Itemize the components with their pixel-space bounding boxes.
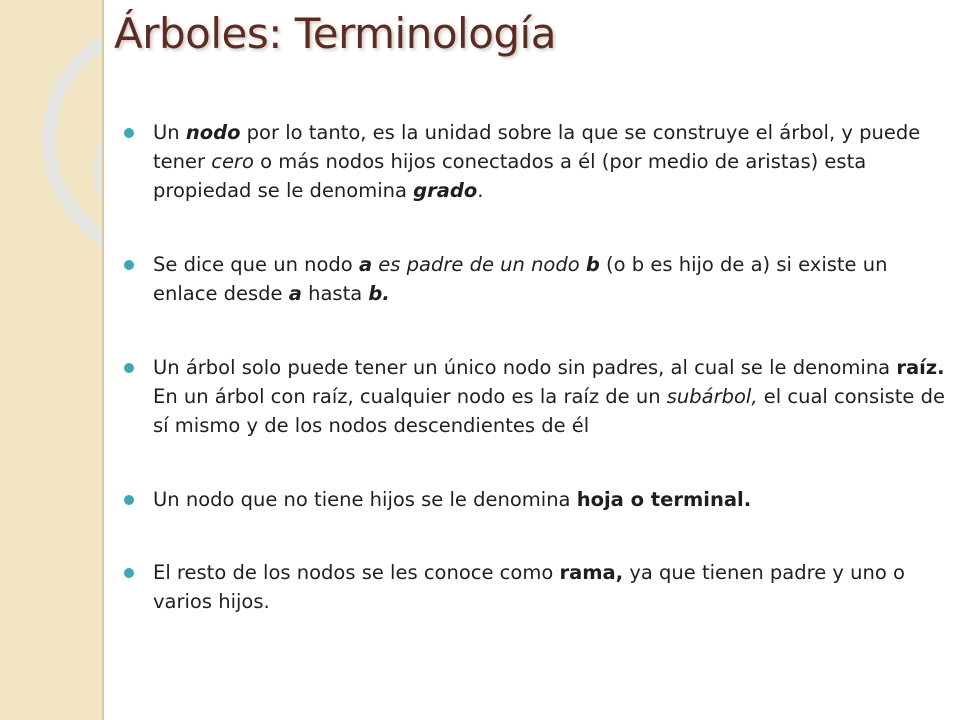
bullet-emphasis: es padre de un nodo bbox=[372, 253, 586, 276]
bullet-text: Se dice que un nodo bbox=[153, 253, 359, 276]
bullet-emphasis: nodo bbox=[185, 121, 241, 144]
bullet-text: hasta bbox=[301, 282, 369, 305]
bullet-item-5 bbox=[124, 558, 952, 616]
slide-title: Árboles: Terminología bbox=[114, 9, 556, 58]
outer-arc bbox=[49, 20, 104, 252]
bullet-text: Un nodo que no tiene hijos se le denomina bbox=[153, 488, 577, 511]
inner-arc bbox=[100, 114, 104, 226]
bullet-emphasis: b bbox=[585, 253, 600, 276]
bullet-text: el cual consiste de sí mismo y de los nodos descendientes de él bbox=[153, 385, 945, 437]
bullet-emphasis: b. bbox=[368, 282, 390, 305]
bullet-emphasis: raíz. bbox=[896, 356, 945, 379]
bullet-text: ya que tienen padre y uno o varios hijos. bbox=[153, 561, 905, 613]
bullet-emphasis: rama, bbox=[559, 561, 624, 584]
bullet-item-3 bbox=[124, 353, 952, 440]
bullet-text: por lo tanto, es la unidad sobre la que se construye el árbol, y puede tener bbox=[153, 121, 921, 173]
bullet-dot bbox=[124, 495, 134, 505]
bullet-text: Un bbox=[153, 121, 186, 144]
bullet-text: o más nodos hijos conectados a él (por medio de aristas) esta propiedad se le denomina bbox=[153, 150, 867, 202]
bullet-emphasis: grado bbox=[413, 179, 478, 202]
bullet-emphasis: hoja o terminal. bbox=[576, 488, 752, 511]
bullet-text: (o b es hijo de a) si existe un enlace desde bbox=[153, 253, 888, 305]
decorative-arcs bbox=[0, 0, 104, 260]
bullet-item-2 bbox=[124, 250, 952, 308]
bullet-emphasis: subárbol, bbox=[666, 385, 758, 408]
bullet-text: . bbox=[477, 179, 484, 202]
bullet-text: El resto de los nodos se les conoce como bbox=[153, 561, 560, 584]
bullet-dot bbox=[124, 363, 134, 373]
bullet-emphasis: a bbox=[288, 282, 302, 305]
bullet-list bbox=[124, 118, 952, 661]
bullet-dot bbox=[124, 568, 134, 578]
bullet-dot bbox=[124, 128, 134, 138]
bullet-text: Un árbol solo puede tener un único nodo sin padres, al cual se le denomina bbox=[153, 356, 897, 379]
bullet-emphasis: a bbox=[358, 253, 373, 276]
bullet-dot bbox=[124, 260, 134, 270]
bullet-emphasis: cero bbox=[211, 150, 254, 173]
bullet-item-1 bbox=[124, 118, 952, 205]
left-decorative-band bbox=[0, 0, 104, 720]
bullet-item-4 bbox=[124, 485, 952, 514]
bullet-text: En un árbol con raíz, cualquier nodo es la raíz de un bbox=[153, 385, 667, 408]
